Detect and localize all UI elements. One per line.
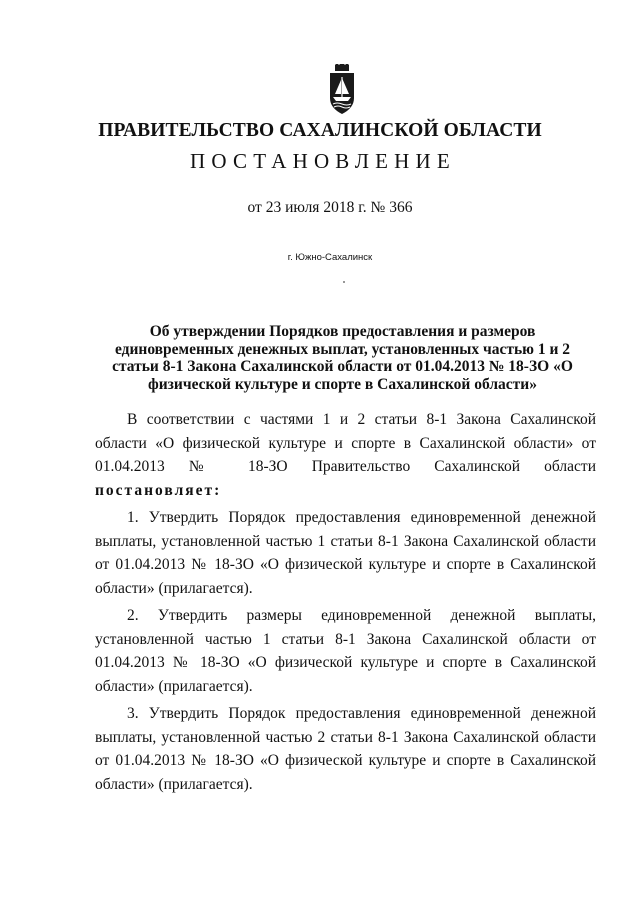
coat-of-arms-icon: [329, 64, 355, 116]
scan-speck: [343, 281, 345, 283]
preamble-emphasis: постановляет:: [95, 481, 222, 499]
document-type: ПОСТАНОВЛЕНИЕ: [190, 149, 456, 173]
document-date-number: от 23 июля 2018 г. № 366: [247, 199, 413, 216]
organization-title: ПРАВИТЕЛЬСТВО САХАЛИНСКОЙ ОБЛАСТИ: [98, 120, 542, 141]
document-body: [95, 408, 596, 800]
list-item: 2. Утвердить размеры единовременной денежной выплаты, установленной частью 1 статьи 8-1 Закона Сахалинской области от 01.04.2013 № 18-ЗО «О физической культуре и спорте в Сахалинской области» (прилагается).: [95, 606, 596, 695]
list-item: 1. Утвердить Порядок предоставления единовременной денежной выплаты, установленной частью 1 статьи 8-1 Закона Сахалинской области от 01.04.2013 № 18-ЗО «О физической культуре и спорте в Сахалинской области» (прилагается).: [95, 508, 596, 597]
document-subject: Об утверждении Порядков предоставления и размеров единовременных денежных выплат, установленных частью 1 и 2 статьи 8-1 Закона Сахалинской области от 01.04.2013 № 18-ЗО «О физической культуре и спорте в Сахалинской области»: [112, 323, 573, 393]
preamble-paragraph: [95, 408, 596, 502]
list-item: 3. Утвердить Порядок предоставления единовременной денежной выплаты, установленной частью 2 статьи 8-1 Закона Сахалинской области от 01.04.2013 № 18-ЗО «О физической культуре и спорте в Сахалинской области» (прилагается).: [95, 704, 596, 793]
document-city: г. Южно-Сахалинск: [287, 252, 373, 263]
preamble-text: В соответствии с частями 1 и 2 статьи 8-1 Закона Сахалинской области «О физической культуре и спорте в Сахалинской области» от 01.04.2013 № 18-ЗО Правительство Сахалинской области: [95, 411, 596, 476]
